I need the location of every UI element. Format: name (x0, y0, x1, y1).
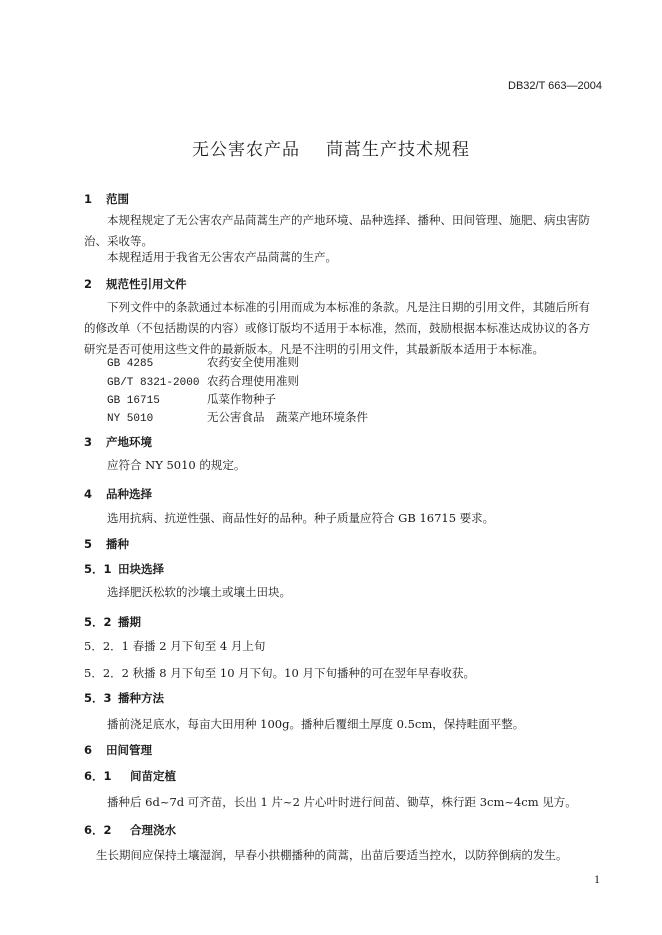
reference-name: 瓜菜作物种子 (207, 392, 276, 406)
section-1-heading (84, 191, 129, 207)
section-5-title: 播种 (106, 537, 129, 551)
section-1-paragraph-2: 本规程适用于我省无公害农产品茼蒿的生产。 (107, 250, 337, 264)
section-5-2-number: 5．2 (84, 615, 112, 629)
reference-code: GB 16715 (107, 395, 160, 407)
reference-code: GB 4285 (107, 358, 154, 370)
section-1-paragraph-1: 本规程规定了无公害农产品茼蒿生产的产地环境、品种选择、播种、田间管理、施肥、病虫害防治、采收等。 (84, 213, 590, 248)
section-1-title: 范围 (106, 192, 129, 206)
section-6-1-title: 间苗定植 (130, 769, 176, 783)
section-6-number: 6 (84, 743, 93, 757)
section-5-3-paragraph: 播前浇足底水，每亩大田用种 100g。播种后覆细土厚度 0.5cm，保持畦面平整。 (107, 717, 525, 731)
reference-item (107, 409, 368, 425)
section-5-2-heading (84, 614, 141, 630)
section-5-1-number: 5．1 (84, 562, 112, 576)
reference-name: 无公害食品 蔬菜产地环境条件 (207, 410, 368, 424)
section-5-2-1-text: 5．2．1 春播 2 月下旬至 4 月上旬 (84, 639, 266, 653)
section-2-number: 2 (84, 277, 93, 291)
reference-code: NY 5010 (107, 413, 154, 425)
reference-code: GB/T 8321-2000 (107, 377, 200, 389)
section-2-title: 规范性引用文件 (106, 277, 187, 291)
section-4-heading (84, 486, 152, 502)
page-number: 1 (594, 872, 600, 886)
section-6-1-paragraph: 播种后 6d~7d 可齐苗，长出 1 片~2 片心叶时进行间苗、锄草，株行距 3cm~4cm 见方。 (107, 795, 577, 809)
section-4-paragraph: 选用抗病、抗逆性强、商品性好的品种。种子质量应符合 GB 16715 要求。 (107, 511, 495, 525)
section-3-number: 3 (84, 435, 93, 449)
reference-item (107, 391, 276, 407)
section-4-title: 品种选择 (106, 487, 152, 501)
section-5-3-heading (84, 690, 164, 706)
section-5-2-2-text: 5．2．2 秋播 8 月下旬至 10 月下旬。10 月下旬播种的可在翌年早春收获。 (84, 666, 475, 680)
section-3-heading (84, 434, 152, 450)
section-6-title: 田间管理 (106, 743, 152, 757)
section-4-number: 4 (84, 487, 93, 501)
reference-name: 农药安全使用准则 (207, 355, 299, 369)
section-2-heading (84, 276, 187, 292)
section-5-3-title: 播种方法 (118, 691, 164, 705)
section-6-2-paragraph: 生长期间应保持土壤湿润，早春小拱棚播种的茼蒿，出苗后要适当控水，以防猝倒病的发生。 (96, 848, 568, 862)
section-1-number: 1 (84, 192, 93, 206)
section-6-1-heading (84, 768, 176, 784)
reference-name: 农药合理使用准则 (207, 374, 299, 388)
section-3-title: 产地环境 (106, 435, 152, 449)
section-5-1-paragraph: 选择肥沃松软的沙壤土或壤土田块。 (107, 585, 291, 599)
standard-number: DB32/T 663—2004 (508, 80, 602, 92)
section-5-1-title: 田块选择 (118, 562, 164, 576)
document-title (0, 135, 662, 160)
section-6-2-title: 合理浇水 (130, 823, 176, 837)
title-part-1: 无公害农产品 (192, 140, 300, 160)
section-6-1-number: 6．1 (84, 769, 112, 783)
section-5-1-heading (84, 561, 164, 577)
reference-item (107, 354, 299, 370)
section-3-paragraph: 应符合 NY 5010 的规定。 (107, 458, 246, 472)
section-6-2-number: 6．2 (84, 823, 112, 837)
reference-item (107, 373, 299, 389)
section-6-heading (84, 742, 152, 758)
section-5-3-number: 5．3 (84, 691, 112, 705)
section-5-heading (84, 536, 129, 552)
section-5-number: 5 (84, 537, 93, 551)
section-6-2-heading (84, 822, 176, 838)
section-2-paragraph-1: 下列文件中的条款通过本标准的引用而成为本标准的条款。凡是注日期的引用文件，其随后所有的修改单（不包括勘误的内容）或修订版均不适用于本标准，然而，鼓励根据本标准达成协议的各方研究是否可使用这些文件的最新版本。凡是不注明的引用文件，其最新版本适用于本标准。 (84, 300, 590, 356)
section-5-2-title: 播期 (118, 615, 141, 629)
title-part-2: 茼蒿生产技术规程 (326, 140, 470, 160)
